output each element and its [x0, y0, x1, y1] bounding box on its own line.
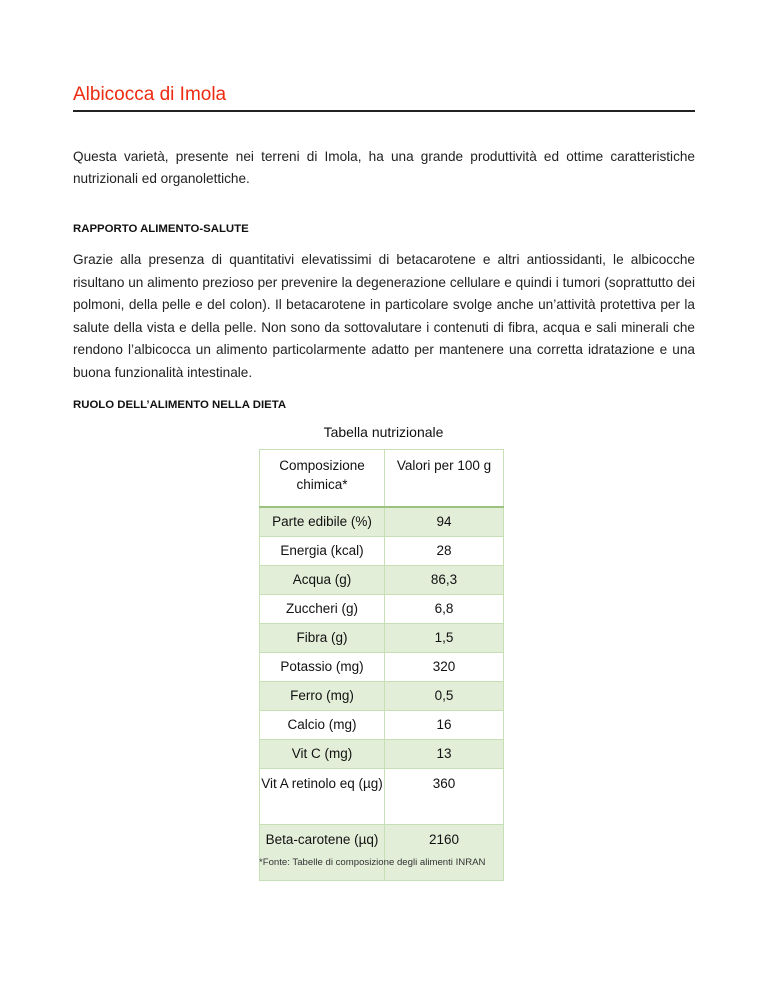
nutrient-value: 0,5 [385, 682, 504, 711]
table-caption: Tabella nutrizionale [323, 424, 444, 440]
table-row [260, 740, 504, 769]
health-section-heading: RAPPORTO ALIMENTO-SALUTE [73, 223, 249, 235]
table-header-values: Valori per 100 g [385, 450, 504, 508]
table-row [260, 825, 504, 881]
table-row [260, 595, 504, 624]
nutrient-value: 13 [385, 740, 504, 769]
nutrient-label: Vit A retinolo eq (µg) [260, 769, 385, 825]
nutrient-value: 320 [385, 653, 504, 682]
nutrient-value: 1,5 [385, 624, 504, 653]
table-row [260, 566, 504, 595]
table-header-composition: Composizione chimica* [260, 450, 385, 508]
nutrient-label: Acqua (g) [260, 566, 385, 595]
nutrition-table-body [260, 507, 504, 881]
page-title: Albicocca di Imola [73, 84, 695, 112]
table-row [260, 624, 504, 653]
table-row [260, 711, 504, 740]
nutrient-value: 2160 [385, 825, 504, 881]
nutrient-label: Beta-carotene (µq) [260, 825, 385, 881]
nutrient-value: 360 [385, 769, 504, 825]
nutrient-label: Calcio (mg) [260, 711, 385, 740]
nutrient-value: 94 [385, 507, 504, 537]
table-source-note: *Fonte: Tabelle di composizione degli alimenti INRAN [259, 857, 486, 868]
table-row [260, 507, 504, 537]
nutrient-value: 16 [385, 711, 504, 740]
health-paragraph: Grazie alla presenza di quantitativi elevatissimi di betacarotene e altri antiossidanti, le albicocche risultano un alimento prezioso per prevenire la degenerazione cellulare e quindi i tumori (soprattutto dei polmoni, della pelle e del colon). Il betacarotene in particolare svolge anche un’attività protettiva per la salute della vista e della pelle. Non sono da sottovalutare i contenuti di fibra, acqua e sali minerali che rendono l’albicocca un alimento particolarmente adatto per mantenere una corretta idratazione e una buona funzionalità intestinale. [73, 252, 695, 380]
intro-paragraph: Questa varietà, presente nei terreni di Imola, ha una grande produttività ed ottime caratteristiche nutrizionali ed organolettiche. [73, 149, 695, 186]
diet-section-heading: RUOLO DELL’ALIMENTO NELLA DIETA [73, 399, 287, 411]
table-row [260, 653, 504, 682]
nutrient-label: Zuccheri (g) [260, 595, 385, 624]
nutrition-table [259, 449, 504, 881]
nutrient-label: Parte edibile (%) [260, 507, 385, 537]
nutrient-value: 6,8 [385, 595, 504, 624]
nutrient-label: Energia (kcal) [260, 537, 385, 566]
nutrient-label: Vit C (mg) [260, 740, 385, 769]
nutrient-label: Fibra (g) [260, 624, 385, 653]
table-row [260, 537, 504, 566]
nutrient-label: Potassio (mg) [260, 653, 385, 682]
table-row [260, 682, 504, 711]
table-row [260, 769, 504, 825]
nutrient-label: Ferro (mg) [260, 682, 385, 711]
nutrient-value: 86,3 [385, 566, 504, 595]
nutrient-value: 28 [385, 537, 504, 566]
